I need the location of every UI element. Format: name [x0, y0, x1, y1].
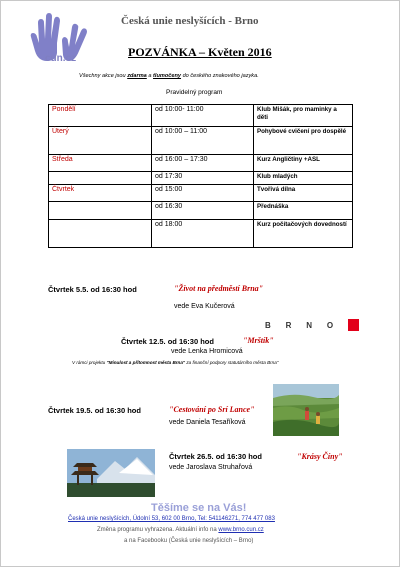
event-lecturer: vede Lenka Hromicová [171, 348, 243, 355]
contact-address[interactable]: Česká unie neslyšících, Údolní 53, 602 00 Brno, Tel: 541146271, 774 477 083 [68, 516, 275, 522]
day-cell: Čtvrtek [49, 185, 152, 202]
table-row [49, 185, 353, 202]
event-date: Čtvrtek 12.5. od 16:30 hod [121, 337, 214, 346]
brno-letter: N [306, 320, 313, 330]
table-row [49, 127, 353, 155]
time-cell: od 10:00 – 11:00 [152, 127, 254, 155]
closing-greeting: Těšíme se na Vás! [151, 502, 247, 514]
subtitle-text: Všechny akce jsou [79, 73, 128, 79]
program-heading: Pravidelný program [166, 89, 223, 96]
subtitle-text: do českého znakového jazyka. [181, 73, 259, 79]
program-change-note [97, 527, 264, 533]
organization-name: Česká unie neslyšících - Brno [121, 15, 259, 27]
event-lecturer: vede Eva Kučerová [174, 303, 235, 310]
brno-logo [265, 318, 359, 332]
day-cell [49, 220, 152, 248]
event-title: "Cestování po Srí Lance" [169, 405, 255, 414]
brno-letter: R [285, 320, 292, 330]
day-cell [49, 202, 152, 220]
brno-red-block-icon [348, 319, 359, 331]
table-row [49, 220, 353, 248]
event-lecturer: vede Jaroslava Struhařová [169, 464, 253, 471]
event-title: "Krásy Číny" [297, 452, 343, 461]
time-cell: od 17:30 [152, 172, 254, 185]
day-cell: Úterý [49, 127, 152, 155]
facebook-note: a na Facebooku (Česká unie neslyšících – Brno) [124, 538, 254, 544]
subtitle-text: a [146, 73, 154, 79]
activity-cell: Tvořivá dílna [254, 185, 353, 202]
table-row [49, 155, 353, 172]
event-title: "Život na předměstí Brna" [174, 284, 264, 293]
event-title: "Mrštík" [243, 336, 274, 345]
time-cell: od 15:00 [152, 185, 254, 202]
project-note [72, 360, 278, 365]
brno-letter: O [326, 320, 334, 330]
day-cell: Středa [49, 155, 152, 172]
change-text: Změna programu vyhrazena. Aktuální info na [97, 527, 219, 533]
table-row [49, 172, 353, 185]
subtitle [79, 73, 259, 79]
table-row [49, 105, 353, 127]
subtitle-free: zdarma [127, 73, 147, 79]
activity-cell: Kurz počítačových dovedností [254, 220, 353, 248]
page-title: POZVÁNKA – Květen 2016 [128, 45, 272, 59]
activity-cell: Pohybové cvičení pro dospělé [254, 127, 353, 155]
activity-cell: Klub mladých [254, 172, 353, 185]
subtitle-interpreted: tlumočeny [153, 73, 182, 79]
activity-cell: Kurz Angličtiny +ASL [254, 155, 353, 172]
event-date: Čtvrtek 19.5. od 16:30 hod [48, 406, 141, 415]
logo-text: cun.cz [45, 53, 77, 64]
website-link[interactable]: www.brno.cun.cz [218, 527, 264, 533]
time-cell: od 10:00- 11:00 [152, 105, 254, 127]
time-cell: od 18:00 [152, 220, 254, 248]
china-pagoda-image [67, 449, 155, 497]
event-date: Čtvrtek 26.5. od 16:30 hod [169, 452, 262, 461]
day-cell: Pondělí [49, 105, 152, 127]
day-cell [49, 172, 152, 185]
note-text: V rámci projektu [72, 360, 107, 365]
note-project-name: "Minulost a přítomnost města Brna" [106, 360, 186, 365]
schedule-table [48, 104, 353, 248]
table-row [49, 202, 353, 220]
note-text: za finanční podpory statutárního města Brna" [185, 360, 279, 365]
event-lecturer: vede Daniela Tesaříková [169, 419, 246, 426]
time-cell: od 16:00 – 17:30 [152, 155, 254, 172]
time-cell: od 16:30 [152, 202, 254, 220]
tea-plantation-image [273, 384, 339, 436]
activity-cell: Klub Mišák, pro maminky a děti [254, 105, 353, 127]
event-date: Čtvrtek 5.5. od 16:30 hod [48, 285, 137, 294]
brno-letter: B [265, 320, 271, 330]
activity-cell: Přednáška [254, 202, 353, 220]
